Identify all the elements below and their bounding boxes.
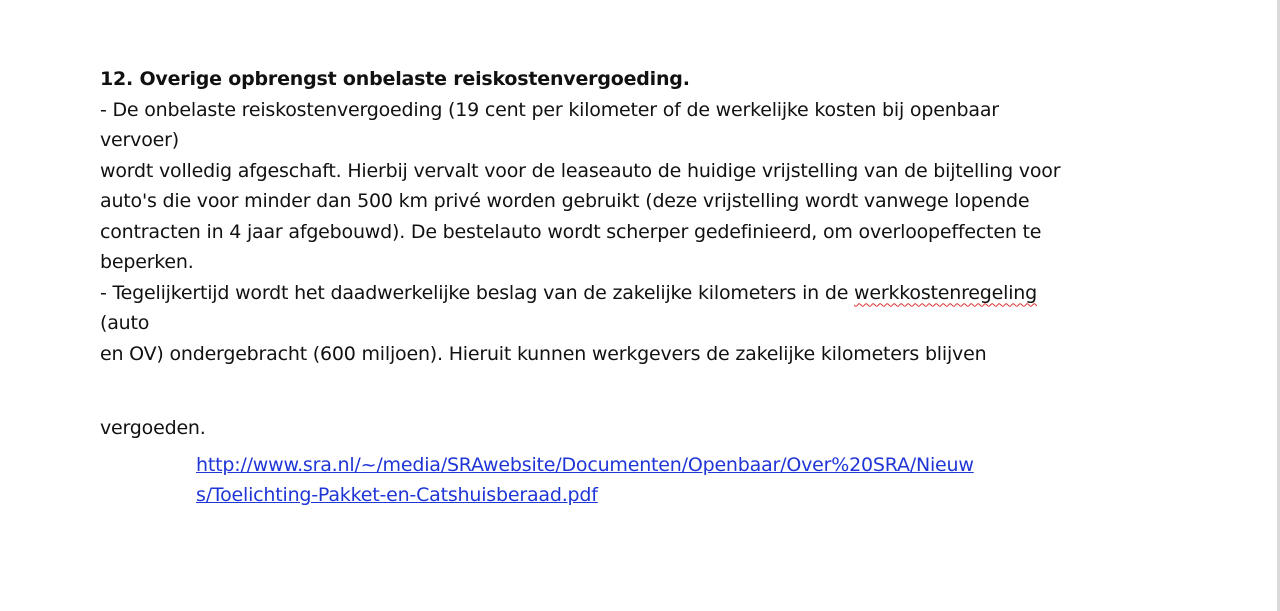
section-title: 12. Overige opbrengst onbelaste reiskostenvergoeding.: [100, 68, 690, 90]
body-line-4: auto's die voor minder dan 500 km privé worden gebruikt (deze vrijstelling wordt vanwege lopende: [100, 190, 1030, 212]
body-line-2: vervoer): [100, 129, 179, 151]
paragraph-gap: [100, 369, 1160, 413]
body-line-1: - De onbelaste reiskostenvergoeding (19 cent per kilometer of de werkelijke kosten bij openbaar: [100, 98, 999, 121]
body-line-7: [100, 278, 1160, 309]
closing-line: vergoeden.: [100, 417, 206, 439]
source-link-line-2[interactable]: s/Toelichting-Pakket-en-Catshuisberaad.pdf: [196, 484, 598, 506]
source-link-line-1[interactable]: http://www.sra.nl/~/media/SRAwebsite/Documenten/Openbaar/Over%20SRA/Nieuw: [196, 453, 974, 476]
document-body: [100, 64, 1160, 511]
body-line-7-text: - Tegelijkertijd wordt het daadwerkelijke beslag van de zakelijke kilometers in de: [100, 281, 855, 304]
body-line-3: wordt volledig afgeschaft. Hierbij vervalt voor de leaseauto de huidige vrijstelling van de bijtelling voor: [100, 159, 1061, 182]
body-line-6: beperken.: [100, 251, 194, 273]
body-line-9: en OV) ondergebracht (600 miljoen). Hieruit kunnen werkgevers de zakelijke kilometers blijven: [100, 342, 987, 365]
body-line-5: contracten in 4 jaar afgebouwd). De bestelauto wordt scherper gedefinieerd, om overloopeffecten te: [100, 220, 1042, 243]
source-link[interactable]: [196, 450, 1160, 511]
spellcheck-flagged-word[interactable]: werkkostenregeling: [854, 281, 1037, 304]
body-line-8: (auto: [100, 312, 150, 334]
